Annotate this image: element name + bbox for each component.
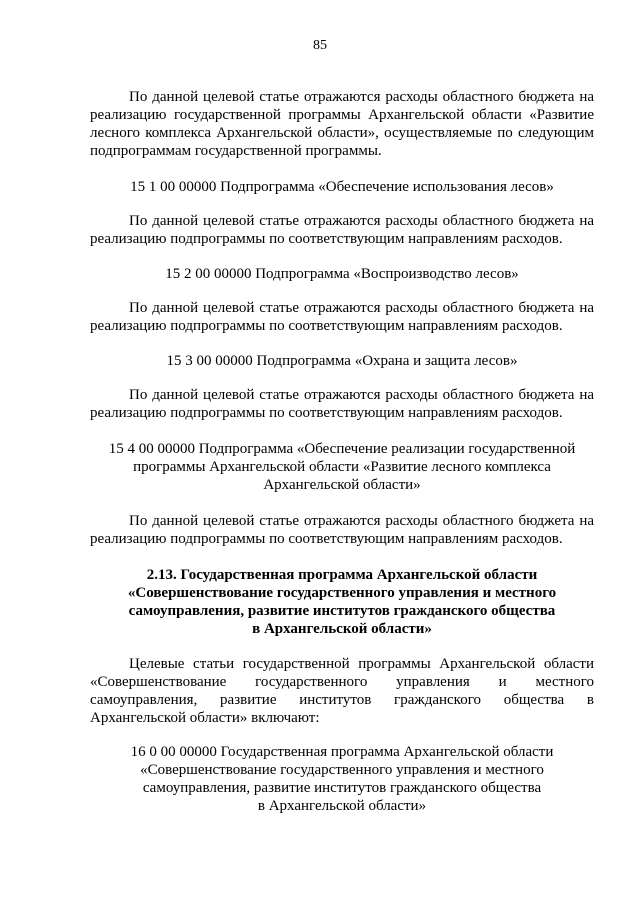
paragraph-subprogram-15-4: [90, 512, 594, 548]
paragraph-line: реализацию подпрограммы по соответствующим направлениям расходов.: [90, 231, 563, 247]
paragraph-subprogram-15-3: [90, 386, 594, 422]
section-title-line: «Совершенствование государственного управления и местного: [127, 585, 557, 601]
heading-line: «Совершенствование государственного управления и местного: [140, 762, 544, 778]
paragraph-line: реализацию подпрограммы по соответствующим направлениям расходов.: [90, 531, 563, 547]
paragraph-line: Целевые статьи государственной программы Архангельской области: [129, 656, 594, 672]
paragraph-line: подпрограммам государственной программы.: [90, 143, 382, 159]
section-title-line: самоуправления, развитие институтов гражданского общества: [128, 603, 556, 619]
heading-subprogram-15-3: 15 3 00 00000 Подпрограмма «Охрана и защита лесов»: [166, 353, 518, 369]
paragraph-line: лесного комплекса Архангельской области», осуществляемые по следующим: [90, 125, 594, 141]
paragraph-line: По данной целевой статье отражаются расходы областного бюджета на: [129, 513, 594, 529]
paragraph-line: По данной целевой статье отражаются расходы областного бюджета на: [129, 300, 594, 316]
paragraph-subprogram-15-1: [90, 212, 594, 248]
heading-program-16: [90, 743, 594, 815]
heading-subprogram-15-4: [90, 440, 594, 494]
heading-line: в Архангельской области»: [257, 798, 427, 814]
section-title-2-13: [90, 566, 594, 638]
paragraph-subprogram-15-2: [90, 299, 594, 335]
paragraph-line: реализацию государственной программы Архангельской области «Развитие: [90, 107, 594, 123]
paragraph-line: самоуправления, развитие институтов гражданского общества в: [90, 692, 594, 708]
paragraph-line: По данной целевой статье отражаются расходы областного бюджета на: [129, 89, 594, 105]
heading-line: программы Архангельской области «Развитие лесного комплекса: [133, 459, 551, 475]
paragraph-line: «Совершенствование государственного управления и местного: [90, 674, 594, 690]
heading-subprogram-15-2: 15 2 00 00000 Подпрограмма «Воспроизводство лесов»: [165, 266, 519, 282]
section-title-line: в Архангельской области»: [252, 621, 432, 637]
paragraph-line: реализацию подпрограммы по соответствующим направлениям расходов.: [90, 318, 563, 334]
heading-line: Архангельской области»: [263, 477, 421, 493]
page-number: 85: [313, 38, 327, 53]
heading-line: самоуправления, развитие институтов гражданского общества: [142, 780, 542, 796]
heading-line: 16 0 00 00000 Государственная программа Архангельской области: [130, 744, 554, 760]
paragraph-line: По данной целевой статье отражаются расходы областного бюджета на: [129, 387, 594, 403]
paragraph-line: реализацию подпрограммы по соответствующим направлениям расходов.: [90, 405, 563, 421]
heading-line: 15 4 00 00000 Подпрограмма «Обеспечение реализации государственной: [108, 441, 576, 457]
section-title-line: 2.13. Государственная программа Архангельской области: [146, 567, 538, 583]
paragraph-line: Архангельской области» включают:: [90, 710, 320, 726]
paragraph-program-16-intro: [90, 655, 594, 727]
paragraph-line: По данной целевой статье отражаются расходы областного бюджета на: [129, 213, 594, 229]
heading-subprogram-15-1: 15 1 00 00000 Подпрограмма «Обеспечение использования лесов»: [130, 179, 554, 195]
paragraph-program-15: [90, 88, 594, 160]
